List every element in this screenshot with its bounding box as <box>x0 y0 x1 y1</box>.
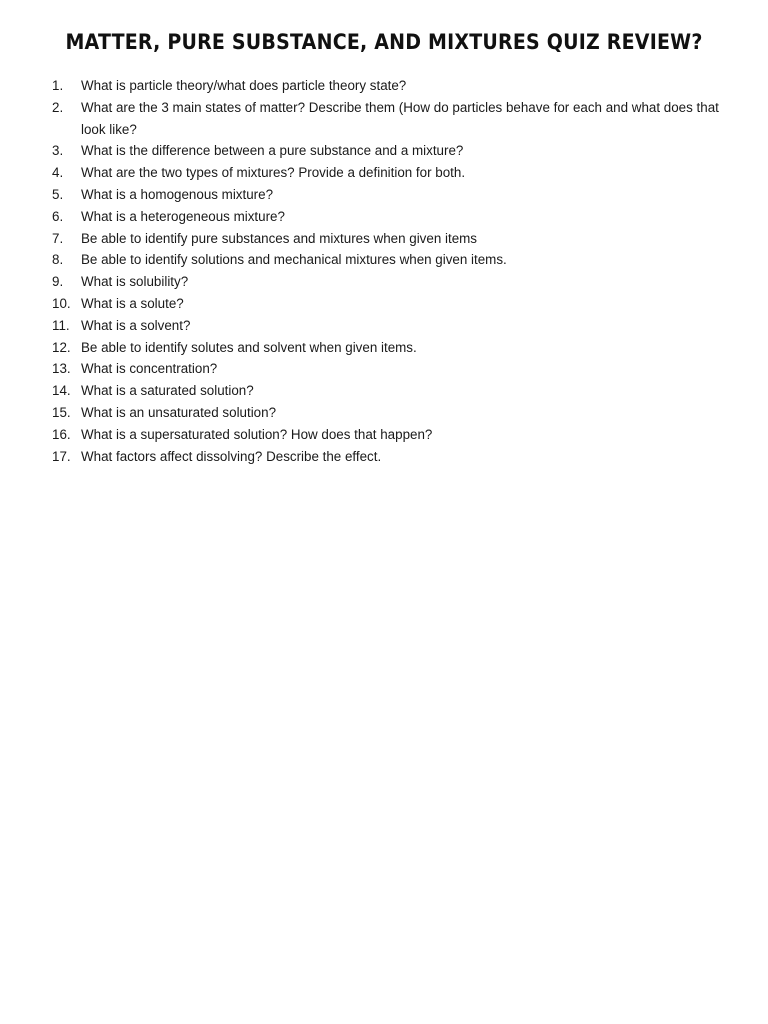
question-text: What are the 3 main states of matter? Describe them (How do particles behave for each and what does that look like? <box>81 99 719 137</box>
list-item <box>52 249 732 271</box>
list-item <box>52 315 732 337</box>
question-number: 11. <box>52 317 70 333</box>
question-number: 17. <box>52 448 71 464</box>
question-number: 6. <box>52 208 64 224</box>
question-text: What is a solute? <box>81 295 184 311</box>
list-item <box>52 358 732 380</box>
question-number: 1. <box>52 78 64 93</box>
list-item <box>52 184 732 206</box>
question-text: Be able to identify solutes and solvent when given items. <box>81 339 417 355</box>
question-text: What are the two types of mixtures? Provide a definition for both. <box>81 165 466 181</box>
question-text: What is an unsaturated solution? <box>81 404 277 420</box>
question-number: 7. <box>52 230 64 246</box>
list-item <box>52 380 732 402</box>
question-number: 4. <box>52 165 64 181</box>
list-item <box>52 75 732 97</box>
list-item <box>52 293 732 315</box>
question-number: 9. <box>52 274 64 290</box>
question-text: What is a homogenous mixture? <box>81 186 274 202</box>
question-number: 15. <box>52 404 71 420</box>
question-number: 16. <box>52 426 71 442</box>
question-number: 5. <box>52 186 64 202</box>
question-text: What is a solvent? <box>81 317 191 333</box>
list-item <box>52 271 732 293</box>
question-text: What is a heterogeneous mixture? <box>81 208 285 224</box>
list-item <box>52 97 732 141</box>
list-item <box>52 337 732 359</box>
question-text: What is the difference between a pure substance and a mixture? <box>81 143 464 159</box>
list-item <box>52 140 732 162</box>
list-item <box>52 446 732 468</box>
question-number: 2. <box>52 99 64 115</box>
question-text: What is solubility? <box>81 274 189 290</box>
page-title: MATTER, PURE SUBSTANCE, AND MIXTURES QUIZ REVIEW? <box>65 30 703 55</box>
question-number: 13. <box>52 361 71 377</box>
list-item <box>52 402 732 424</box>
question-text: What is concentration? <box>81 361 218 377</box>
list-item <box>52 206 732 228</box>
question-text: Be able to identify solutions and mechanical mixtures when given items. <box>81 252 507 268</box>
question-number: 12. <box>52 339 71 355</box>
question-text: Be able to identify pure substances and mixtures when given items <box>81 230 477 246</box>
question-text: What is a supersaturated solution? How does that happen? <box>81 426 433 442</box>
list-item <box>52 162 732 184</box>
question-number: 14. <box>52 383 71 399</box>
list-item <box>52 228 732 250</box>
question-text: What factors affect dissolving? Describe the effect. <box>81 448 382 464</box>
list-item <box>52 424 732 446</box>
question-list <box>52 75 732 467</box>
question-number: 8. <box>52 252 64 268</box>
question-number: 10. <box>52 295 71 311</box>
question-number: 3. <box>52 143 64 159</box>
question-text: What is a saturated solution? <box>81 383 254 399</box>
question-text: What is particle theory/what does particle theory state? <box>81 78 407 93</box>
